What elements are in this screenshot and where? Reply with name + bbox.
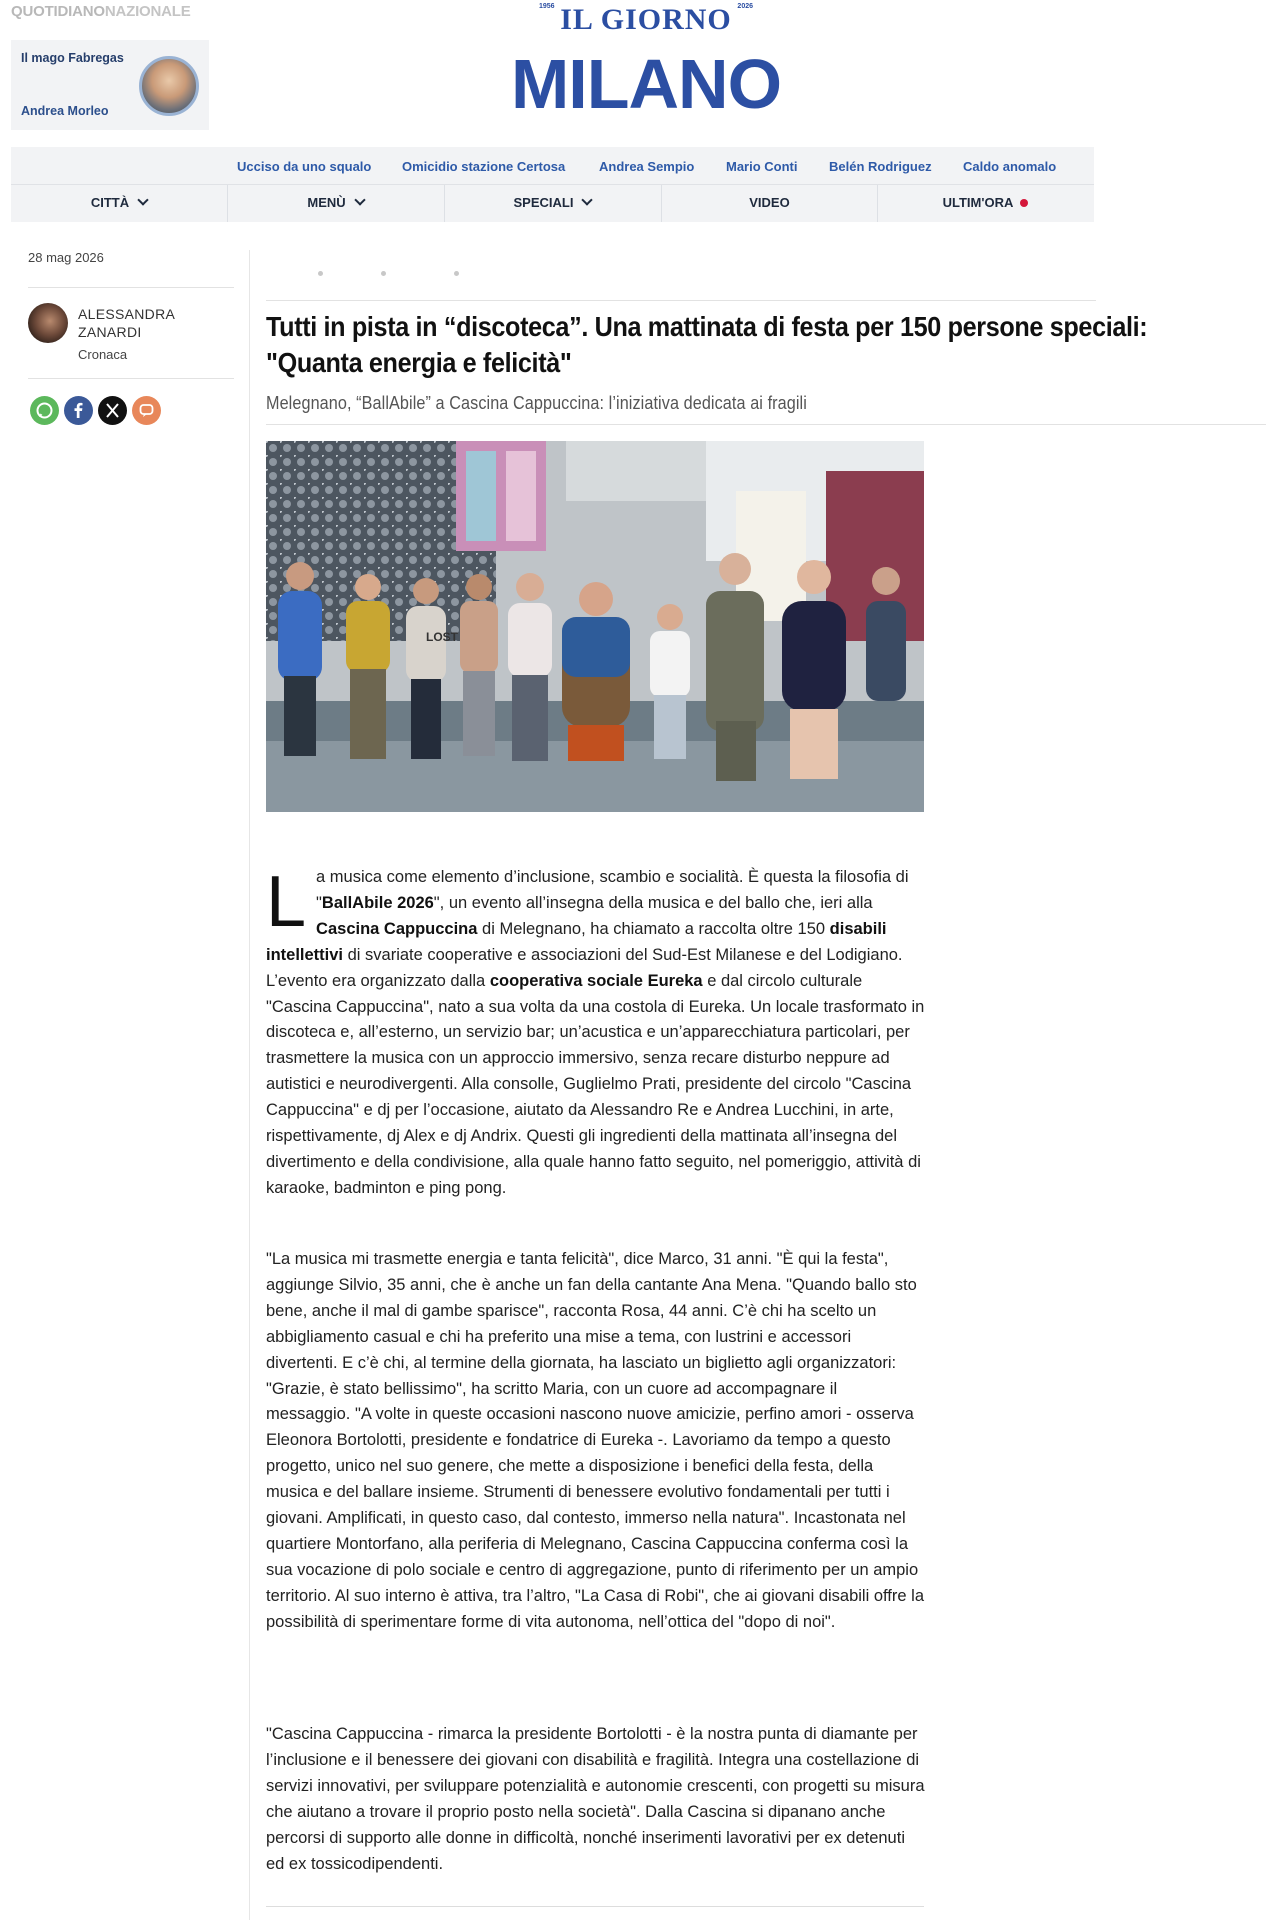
promo-headline: Il mago Fabregas — [21, 51, 124, 65]
article-title: Tutti in pista in “discoteca”. Una mattinata di festa per 150 persone speciali: "Quanta energia e felicità" — [266, 311, 1148, 378]
text-run: di Melegnano, ha chiamato a raccolta oltre 150 — [477, 919, 830, 938]
network-logo-a: QUOTIDIANO — [11, 3, 105, 20]
live-dot-icon — [1020, 199, 1028, 207]
group-photo-illustration — [266, 441, 924, 812]
brand-logo[interactable] — [536, 3, 756, 37]
bold-run: BallAbile 2026 — [321, 893, 434, 912]
trending-link[interactable]: Omicidio stazione Certosa — [402, 159, 566, 174]
article-photo[interactable] — [266, 441, 924, 812]
dot-icon — [318, 271, 323, 276]
article-paragraph-2: "La musica mi trasmette energia e tanta felicità", dice Marco, 31 anni. "È qui la festa", aggiunge Silvio, 35 anni, che è anche un fan della cantante Ana Mena. "Quando ballo sto bene, anche il mal di gambe sparisce", racconta Rosa, 44 anni. C’è chi ha scelto un abbigliamento casual e chi ha preferito una mise a tema, con lustrini e accessori divertenti. E c’è chi, al termine della giornata, ha lasciato un biglietto agli organizzatori: "Grazie, è stato bellissimo", ha scritto Maria, con un cuore ad accompagnare il messaggio. "A volte in queste occasioni nascono nuove amicizie, perfino amori - osserva Eleonora Bortolotti, presidente e fondatrice di Eureka -. Lavoriamo da tempo a questo progetto, unico nel suo genere, che mette a disposizione i benefici della festa, della musica e del ballare insieme. Strumenti di benessere evolutivo fondamentali per tutti i giovani. Amplificati, in questo caso, dal contesto, immerso nella natura". Incastonata nel quartiere Montorfano, alla periferia di Melegnano, Cascina Cappuccina conferma così la sua vocazione di polo sociale e centro di aggregazione, punto di riferimento per un ampio territorio. Al suo interno è attiva, tra l’altro, "La Casa di Robi", che ai giovani disabili offre la possibilità di sperimentare forme di vita autonoma, nell’ottica del "dopo di noi". — [266, 1250, 924, 1631]
article-date: 28 mag 2026 — [28, 250, 104, 265]
menu-menu[interactable] — [227, 185, 443, 222]
menu-ultimora-label: ULTIM'ORA — [942, 195, 1014, 210]
chat-icon — [132, 396, 161, 425]
trending-link[interactable]: Andrea Sempio — [599, 159, 695, 174]
author-avatar[interactable] — [28, 303, 68, 343]
trending-bar — [11, 147, 1094, 185]
menu-citta[interactable] — [11, 185, 227, 222]
divider — [266, 424, 1266, 425]
promo-author: Andrea Morleo — [21, 104, 109, 118]
article-paragraph-3: "Cascina Cappuccina - rimarca la presidente Bortolotti - è la nostra punta di diamante per l’inclusione e il benessere dei giovani con disabilità e fragilità. Integra una costellazione di servizi innovativi, per sviluppare potenzialità e autonomie crescenti, con progetti su misura che aiutano a trovare il proprio posto nella società". Dalla Cascina si dipanano anche percorsi di supporto alle donne in difficoltà, nonché inserimenti lavorativi per ex detenuti ed ex tossicodipendenti. — [266, 1725, 925, 1873]
article-subtitle: Melegnano, “BallAbile” a Cascina Cappuccina: l’iniziativa dedicata ai fragili — [266, 393, 807, 413]
brand-city[interactable]: MILANO — [510, 45, 782, 123]
bold-run: cooperativa sociale Eureka — [489, 971, 703, 990]
whatsapp-share-button[interactable] — [30, 396, 59, 425]
more-share-button[interactable] — [132, 396, 161, 425]
text-run: a musica come elemento d’inclusione, scambio e socialità. È questa la filosofia di " — [316, 868, 909, 912]
divider — [28, 287, 234, 288]
article-section[interactable]: Cronaca — [78, 347, 128, 362]
author-name-line2: ZANARDI — [78, 324, 142, 340]
network-logo-b: NAZIONALE — [104, 3, 191, 20]
chevron-down-icon — [354, 194, 365, 205]
menu-menu-label: MENÙ — [307, 195, 346, 210]
menu-ultimora[interactable] — [877, 185, 1093, 222]
chevron-down-icon — [582, 194, 593, 205]
column-divider — [249, 250, 250, 1920]
dot-icon — [381, 271, 386, 276]
brand-year-end: 2026 — [737, 3, 753, 10]
dot-icon — [454, 271, 459, 276]
menu-video[interactable] — [661, 185, 877, 222]
trending-link[interactable]: Belén Rodriguez — [829, 159, 932, 174]
author-name[interactable] — [78, 305, 175, 341]
text-run: ", un evento all’insegna della musica e del ballo che, ieri alla — [433, 893, 873, 912]
drop-cap: L — [266, 862, 307, 942]
facebook-share-button[interactable] — [64, 396, 93, 425]
menu-speciali[interactable] — [444, 185, 660, 222]
whatsapp-icon — [30, 396, 59, 425]
divider — [266, 300, 1096, 301]
trending-link[interactable]: Mario Conti — [726, 159, 798, 174]
author-name-line1: ALESSANDRA — [78, 306, 176, 322]
facebook-icon — [64, 396, 93, 425]
section-menu — [11, 185, 1094, 222]
x-logo-icon — [98, 396, 127, 425]
menu-video-label: VIDEO — [749, 195, 790, 210]
network-logo[interactable] — [11, 3, 191, 20]
text-run: di svariate cooperative e associazioni del Sud-Est Milanese e del Lodigiano. L’evento era organizzato dalla — [266, 945, 903, 990]
trending-link[interactable]: Caldo anomalo — [963, 159, 1057, 174]
main-navigation — [11, 147, 1094, 222]
menu-citta-label: CITTÀ — [90, 195, 130, 210]
divider — [28, 378, 234, 379]
text-run: e dal circolo culturale "Cascina Cappuccina", nato a sua volta da una costola di Eureka. Un locale trasformato in discoteca e, all’esterno, un servizio bar; un’acustica e un’apparecchiatura particolari, per trasmettere la musica con un approccio immersivo, senza recare disturbo neppure ad autistici e neurodivergenti. Alla consolle, Guglielmo Prati, presidente del circolo "Cascina Cappuccina" e dj per l’occasione, aiutato da Alessandro Re e Andrea Lucchini, in arte, rispettivamente, dj Alex e dj Andrix. Questi gli ingredienti della mattinata all’insegna del divertimento e della condivisione, alla quale hanno fatto seguito, nel pomeriggio, attività di karaoke, badminton e ping pong. — [266, 971, 925, 1197]
article-paragraph-1 — [266, 862, 926, 1202]
promo-author-photo — [139, 56, 199, 116]
article-meta — [28, 250, 234, 265]
chevron-down-icon — [137, 194, 148, 205]
photo-shirt-text: LOST — [426, 630, 458, 644]
brand-name: IL GIORNO — [560, 3, 732, 36]
divider — [266, 1906, 924, 1907]
promo-card[interactable] — [11, 40, 209, 130]
trending-link[interactable]: Ucciso da uno squalo — [237, 159, 372, 174]
bold-run: Cascina Cappuccina — [316, 919, 478, 938]
brand-year-start: 1956 — [539, 3, 555, 10]
bold-run: disabili intellettivi — [266, 919, 887, 964]
x-share-button[interactable] — [98, 396, 127, 425]
menu-speciali-label: SPECIALI — [513, 195, 574, 210]
